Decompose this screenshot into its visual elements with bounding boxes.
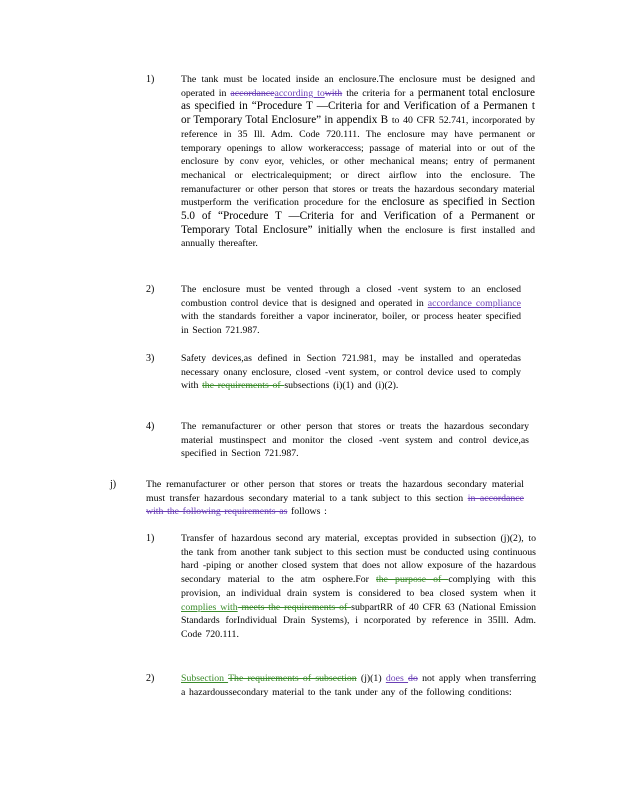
paragraph-text	[181, 73, 535, 251]
deleted-text: The requirements of subsection	[228, 673, 357, 684]
text-run: follows :	[287, 506, 327, 518]
deleted-text: meets the requirements of	[237, 601, 352, 613]
inserted-text: complies with	[181, 601, 238, 613]
paragraph-i4	[181, 420, 529, 461]
deleted-text: the requirements of	[202, 380, 285, 392]
paragraph-text	[181, 283, 521, 338]
item-marker: 2)	[146, 673, 155, 684]
paragraph-i3	[181, 352, 521, 393]
deleted-text: with	[324, 87, 343, 99]
inserted-text: Subsection	[181, 673, 229, 684]
deleted-text: accordance	[230, 87, 275, 99]
inserted-text: accordance compliance	[427, 297, 521, 309]
paragraph-text	[181, 672, 536, 699]
item-marker: 3)	[146, 353, 155, 364]
deleted-text: do	[408, 673, 418, 684]
text-run: The enclosure must be vented through a closed -vent system to an enclosed combustion control device that is designed and operated in	[181, 284, 521, 309]
deleted-text: in accordance with the following requirements as	[146, 492, 524, 518]
inserted-text: does	[385, 673, 409, 684]
text-run: complying with this provision, an individual drain system is considered to bea closed system when it	[181, 574, 536, 599]
text-run: with the standards foreither a vapor incinerator, boiler, or process heater specified in Section 721.987.	[181, 311, 521, 337]
paragraph-text	[181, 352, 521, 393]
paragraph-i1	[181, 73, 535, 251]
text-run: the criteria for a	[342, 87, 414, 99]
paragraph-j1	[181, 532, 536, 642]
paragraph-j2	[181, 672, 536, 699]
inserted-text: according to	[274, 87, 325, 99]
item-marker: 2)	[146, 284, 155, 295]
paragraph-j	[146, 478, 524, 519]
text-run: to 40 CFR 52.741, incorporated by reference in 35 Ill. Adm. Code 720.111. The enclosure may have permanent or temporary openings to allow workeraccess; passage of material into or out of the enclosure by conv eyor, vehicles, or other mechanical means; entry of permanent mechanical or electricalequipment; or direct airflow into the enclosure. The remanufacturer or other person that stores or treats the hazardous secondary material mustperform the verification procedure for the	[181, 115, 535, 209]
paragraph-text: The remanufacturer or other person that stores or treats the hazardous secondary material mustinspect and monitor the closed -vent system and control device,as specified in Section 721.987.	[181, 421, 529, 460]
text-run: Transfer of hazardous second ary material, exceptas provided in subsection (j)(2), to the tank from another tank subject to this section must be conducted using continuous hard -piping or another closed system that does not allow exposure of the hazardous secondary material to the atm osphere.For	[181, 533, 536, 586]
text-run: the enclosure is first installed and annually thereafter.	[181, 224, 535, 250]
text-run: subpartRR of 40 CFR 63 (National Emission Standards forIndividual Drain Systems), i ncorporated by reference in 35Ill. Adm. Code 720.111.	[181, 601, 537, 640]
item-marker: 1)	[146, 533, 155, 544]
deleted-text: the purpose of	[376, 574, 449, 586]
text-run: The remanufacturer or other person that stores or treats the hazardous secondary material must transfer hazardous secondary material to a tank subject to this section	[146, 479, 524, 504]
text-run: Safety devices,as defined in Section 721.981, may be installed and operatedas necessary onany enclosure, closed -vent system, or control device used to comply with	[181, 353, 521, 392]
paragraph-text	[146, 478, 524, 519]
paragraph-i2	[181, 283, 521, 338]
paragraph-text	[181, 532, 536, 642]
text-run: The tank must be located inside an enclosure.The enclosure must be designed and operated in	[181, 74, 535, 99]
item-marker: 1)	[146, 74, 155, 85]
text-run: subsections (i)(1) and (i)(2).	[284, 380, 399, 392]
text-run: (j)(1)	[356, 673, 386, 684]
text-run: not apply when transferring a hazardoussecondary material to the tank under any of the following conditions:	[181, 673, 537, 698]
section-marker: j)	[110, 479, 117, 490]
item-marker: 4)	[146, 421, 155, 432]
text-run-large: enclosure as specified in Section 5.0 of “Procedure T —Criteria for and Verification of a Permanent or Temporary Total Enclosure” initially when	[181, 196, 535, 236]
text-run-large: permanent total enclosure as specified in “Procedure T —Criteria for and Verification of a Permanen t or Temporary Total Enclosure” in appendix B	[181, 86, 535, 127]
